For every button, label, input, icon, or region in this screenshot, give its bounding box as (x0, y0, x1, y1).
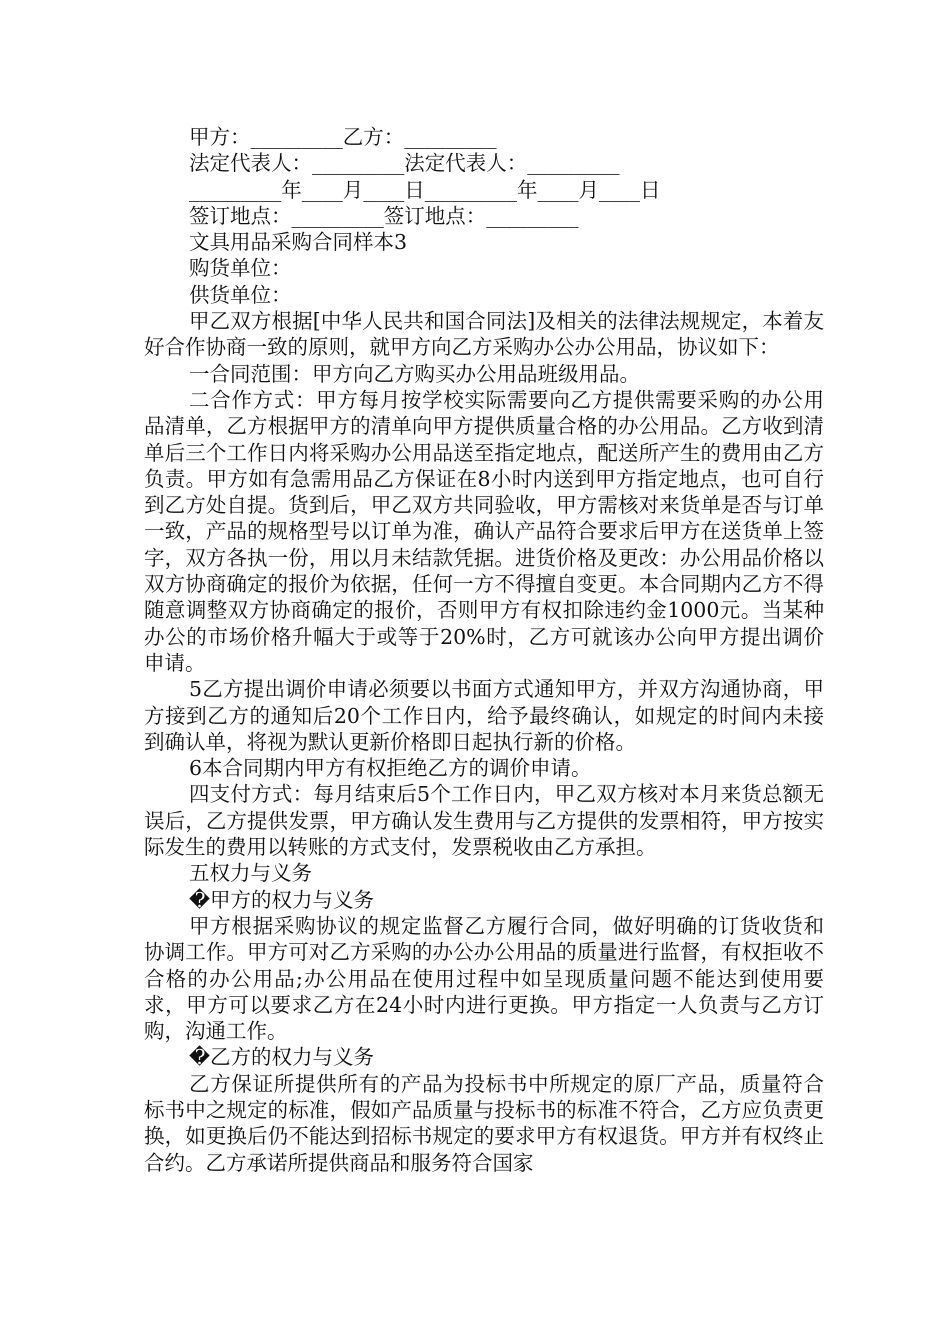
paragraph-price-adjustment: 5乙方提出调价申请必须要以书面方式通知甲方，并双方沟通协商，甲方接到乙方的通知后20个工作日内，给予最终确认，如规定的时间内未接到确认单，将视为默认更新价格即日起执行新的价格。 (144, 677, 824, 754)
paragraph-payment: 四支付方式：每月结束后5个工作日内，甲乙双方核对本月来货总额无误后，乙方提供发票，甲方确认发生费用与乙方提供的发票相符，甲方按实际发生的费用以转账的方式支付，发票税收由乙方承担。 (144, 782, 824, 860)
buyer-label: 购货单位： (189, 256, 292, 281)
signature-party-line: 甲方：_________乙方：_________ (189, 125, 497, 149)
paragraph-preamble: 甲乙双方根据[中华人民共和国合同法]及相关的法律法规规定，本着友好合作协商一致的原则，就甲方向乙方采购办公办公用品，协议如下： (144, 309, 824, 360)
subheading-party-b: �乙方的权力与义务 (189, 1045, 375, 1070)
signature-date-line: _________年____月____日_________年____月____日 (189, 177, 661, 202)
paragraph-cooperation: 二合作方式：甲方每月按学校实际需要向乙方提供需要采购的办公用品清单，乙方根据甲方的清单向甲方提供质量合格的办公用品。乙方收到清单后三个工作日内将采购办公用品送至指定地点，配送所产生的费用由乙方负责。甲方如有急需用品乙方保证在8小时内送到甲方指定地点，也可自行到乙方处自提。货到后，甲乙双方共同验收，甲方需核对来货单是否与订单一致，产品的规格型号以订单为准，确认产品符合要求后甲方在送货单上签字，双方各执一份，用以月未结款凭据。进货价格及更改：办公用品价格以双方协商确定的报价为依据，任何一方不得擅自变更。本合同期内乙方不得随意调整双方协商确定的报价，否则甲方有权扣除违约金1000元。当某种办公的市场价格升幅大于或等于20%时，乙方可就该办公向甲方提出调价申请。 (144, 387, 824, 675)
section-heading-rights: 五权力与义务 (189, 861, 312, 886)
paragraph-party-b-rights: 乙方保证所提供所有的产品为投标书中所规定的原厂产品，质量符合标书中之规定的标准，假如产品质量与投标书的标准不符合，乙方应负责更换，如更换后仍不能达到招标书规定的要求甲方有权退货。甲方并有权终止合约。乙方承诺所提供商品和服务符合国家 (144, 1071, 824, 1175)
paragraph-refusal-right: 6本合同期内甲方有权拒绝乙方的调价申请。 (189, 756, 592, 781)
signature-representative-line: 法定代表人：_________法定代表人：_________ (189, 151, 620, 176)
paragraph-party-a-rights: 甲方根据采购协议的规定监督乙方履行合同，做好明确的订货收货和协调工作。甲方可对乙方采购的办公办公用品的质量进行监督，有权拒收不合格的办公用品;办公用品在使用过程中如呈现质量问题不能达到使用要求，甲方可以要求乙方在24小时内进行更换。甲方指定一人负责与乙方订购，沟通工作。 (144, 913, 824, 1044)
paragraph-scope: 一合同范围：甲方向乙方购买办公用品班级用品。 (189, 361, 640, 386)
signature-place-line: 签订地点：_________签订地点：_________ (189, 203, 579, 228)
document-body (144, 124, 824, 1176)
supplier-label: 供货单位： (189, 282, 292, 307)
subheading-party-a: �甲方的权力与义务 (189, 887, 375, 912)
contract-title: 文具用品采购合同样本3 (189, 230, 408, 255)
